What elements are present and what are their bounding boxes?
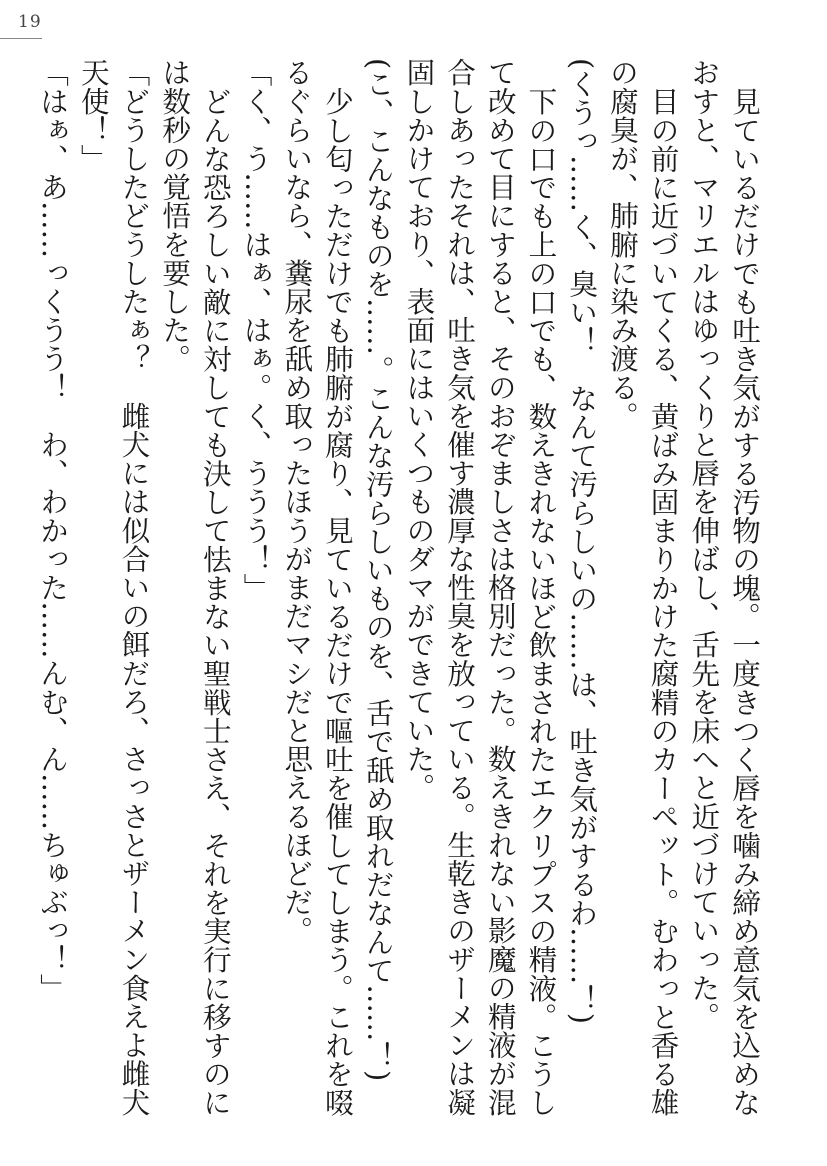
dialogue-line: (こ、こんなものを……。こんな汚らしいものを、舌で舐め取れだなんて……！) <box>361 58 396 1082</box>
paragraph: 下の口でも上の口でも、数えきれないほど飲まされたエクリプスの精液。こうして改めて目にすると、そのおぞましさは格別だった。数えきれない影魔の精液が混合しあったそれは、吐き気を催す濃厚な性臭を放っている。生乾きのザーメンは凝固しかけており、表面にはいくつものダマができていた。 <box>402 58 559 1117</box>
paragraph: 目の前に近づいてくる、黄ばみ固まりかけた腐精のカーペット。むわっと香る雄の腐臭が、肺腑に染み渡る。 <box>605 58 681 1117</box>
vertical-body-text <box>32 58 765 1118</box>
dialogue-line: 「はぁ、あ……っくうう！ わ、わかった……んむ、ん……ちゅぶっ！」 <box>36 58 71 1002</box>
paragraph: どんな恐ろしい敵に対しても決して怯まない聖戦士さえ、それを実行に移すのには数秒の覚悟を要した。 <box>158 58 233 1117</box>
dialogue-line: 「どうしたどうしたぁ？ 雌犬には似合いの餌だろ、さっさとザーメン食えよ雌犬天使！」 <box>76 58 152 1117</box>
dialogue-line: 「く、う……はぁ、はぁ。く、ううう！」 <box>239 58 274 602</box>
dialogue-line: (くうっ……く、臭い！ なんて汚らしいの……は、吐き気がするわ……！) <box>565 58 600 1025</box>
paragraph: 少し匂っただけでも肺腑が腐り、見ているだけで嘔吐を催してしまう。これを啜るぐらいなら、糞尿を舐め取ったほうがまだマシだと思えるほどだ。 <box>280 58 355 1117</box>
paragraph: 見ているだけでも吐き気がする汚物の塊。一度きつく唇を噛み締め意気を込めなおすと、マリエルはゆっくりと唇を伸ばし、舌先を床へと近づけていった。 <box>687 58 762 1117</box>
page-number-rule <box>0 38 42 39</box>
page-number: 19 <box>18 12 42 32</box>
